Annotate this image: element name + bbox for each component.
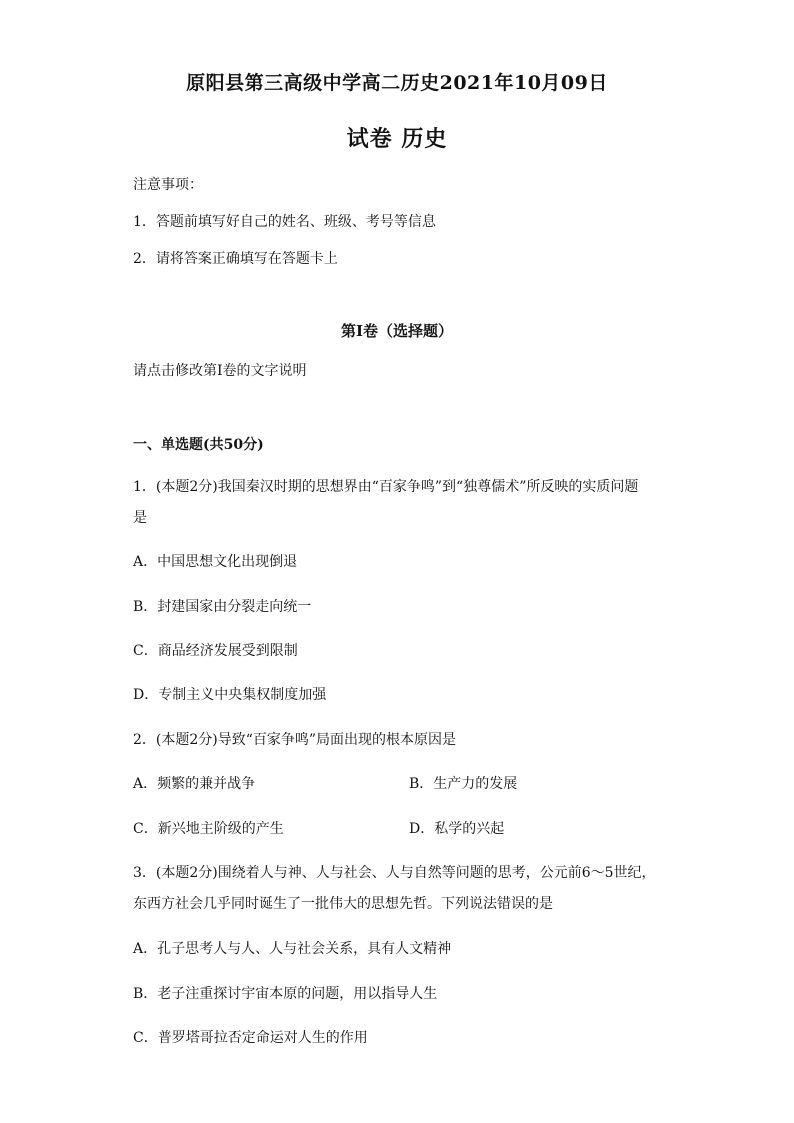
- answer-option: A．频繁的兼并战争: [133, 776, 256, 792]
- section-heading: 一、单选题(共50分): [133, 437, 264, 453]
- answer-option: A．孔子思考人与人、人与社会关系，具有人文精神: [133, 941, 452, 957]
- answer-option: B．封建国家由分裂走向统一: [133, 599, 312, 615]
- part-description: 请点击修改第I卷的文字说明: [133, 363, 307, 379]
- answer-option: D．专制主义中央集权制度加强: [133, 687, 327, 703]
- question-stem: 1．(本题2分)我国秦汉时期的思想界由“百家争鸣”到“独尊儒术”所反映的实质问题: [133, 479, 639, 495]
- exam-title: 原阳县第三高级中学高二历史2021年10月09日: [186, 72, 608, 94]
- part-title: 第I卷（选择题）: [340, 322, 454, 340]
- notice-item: 2．请将答案正确填写在答题卡上: [133, 251, 338, 267]
- question-stem: 是: [133, 510, 147, 526]
- answer-option: A．中国思想文化出现倒退: [133, 554, 298, 570]
- answer-option: B．生产力的发展: [409, 776, 518, 792]
- exam-subtitle: 试卷 历史: [346, 126, 448, 152]
- question-stem: 2．(本题2分)导致“百家争鸣”局面出现的根本原因是: [133, 732, 457, 748]
- answer-option: C．新兴地主阶级的产生: [133, 821, 284, 837]
- question-stem: 东西方社会几乎同时诞生了一批伟大的思想先哲。下列说法错误的是: [133, 896, 553, 912]
- notice-heading: 注意事项：: [133, 177, 203, 193]
- answer-option: C．商品经济发展受到限制: [133, 643, 298, 659]
- answer-option: B．老子注重探讨宇宙本原的问题，用以指导人生: [133, 986, 438, 1002]
- question-stem: 3．(本题2分)围绕着人与神、人与社会、人与自然等问题的思考，公元前6～5世纪，: [133, 865, 656, 881]
- notice-item: 1．答题前填写好自己的姓名、班级、考号等信息: [133, 214, 436, 230]
- answer-option: D．私学的兴起: [409, 821, 505, 837]
- answer-option: C．普罗塔哥拉否定命运对人生的作用: [133, 1030, 368, 1046]
